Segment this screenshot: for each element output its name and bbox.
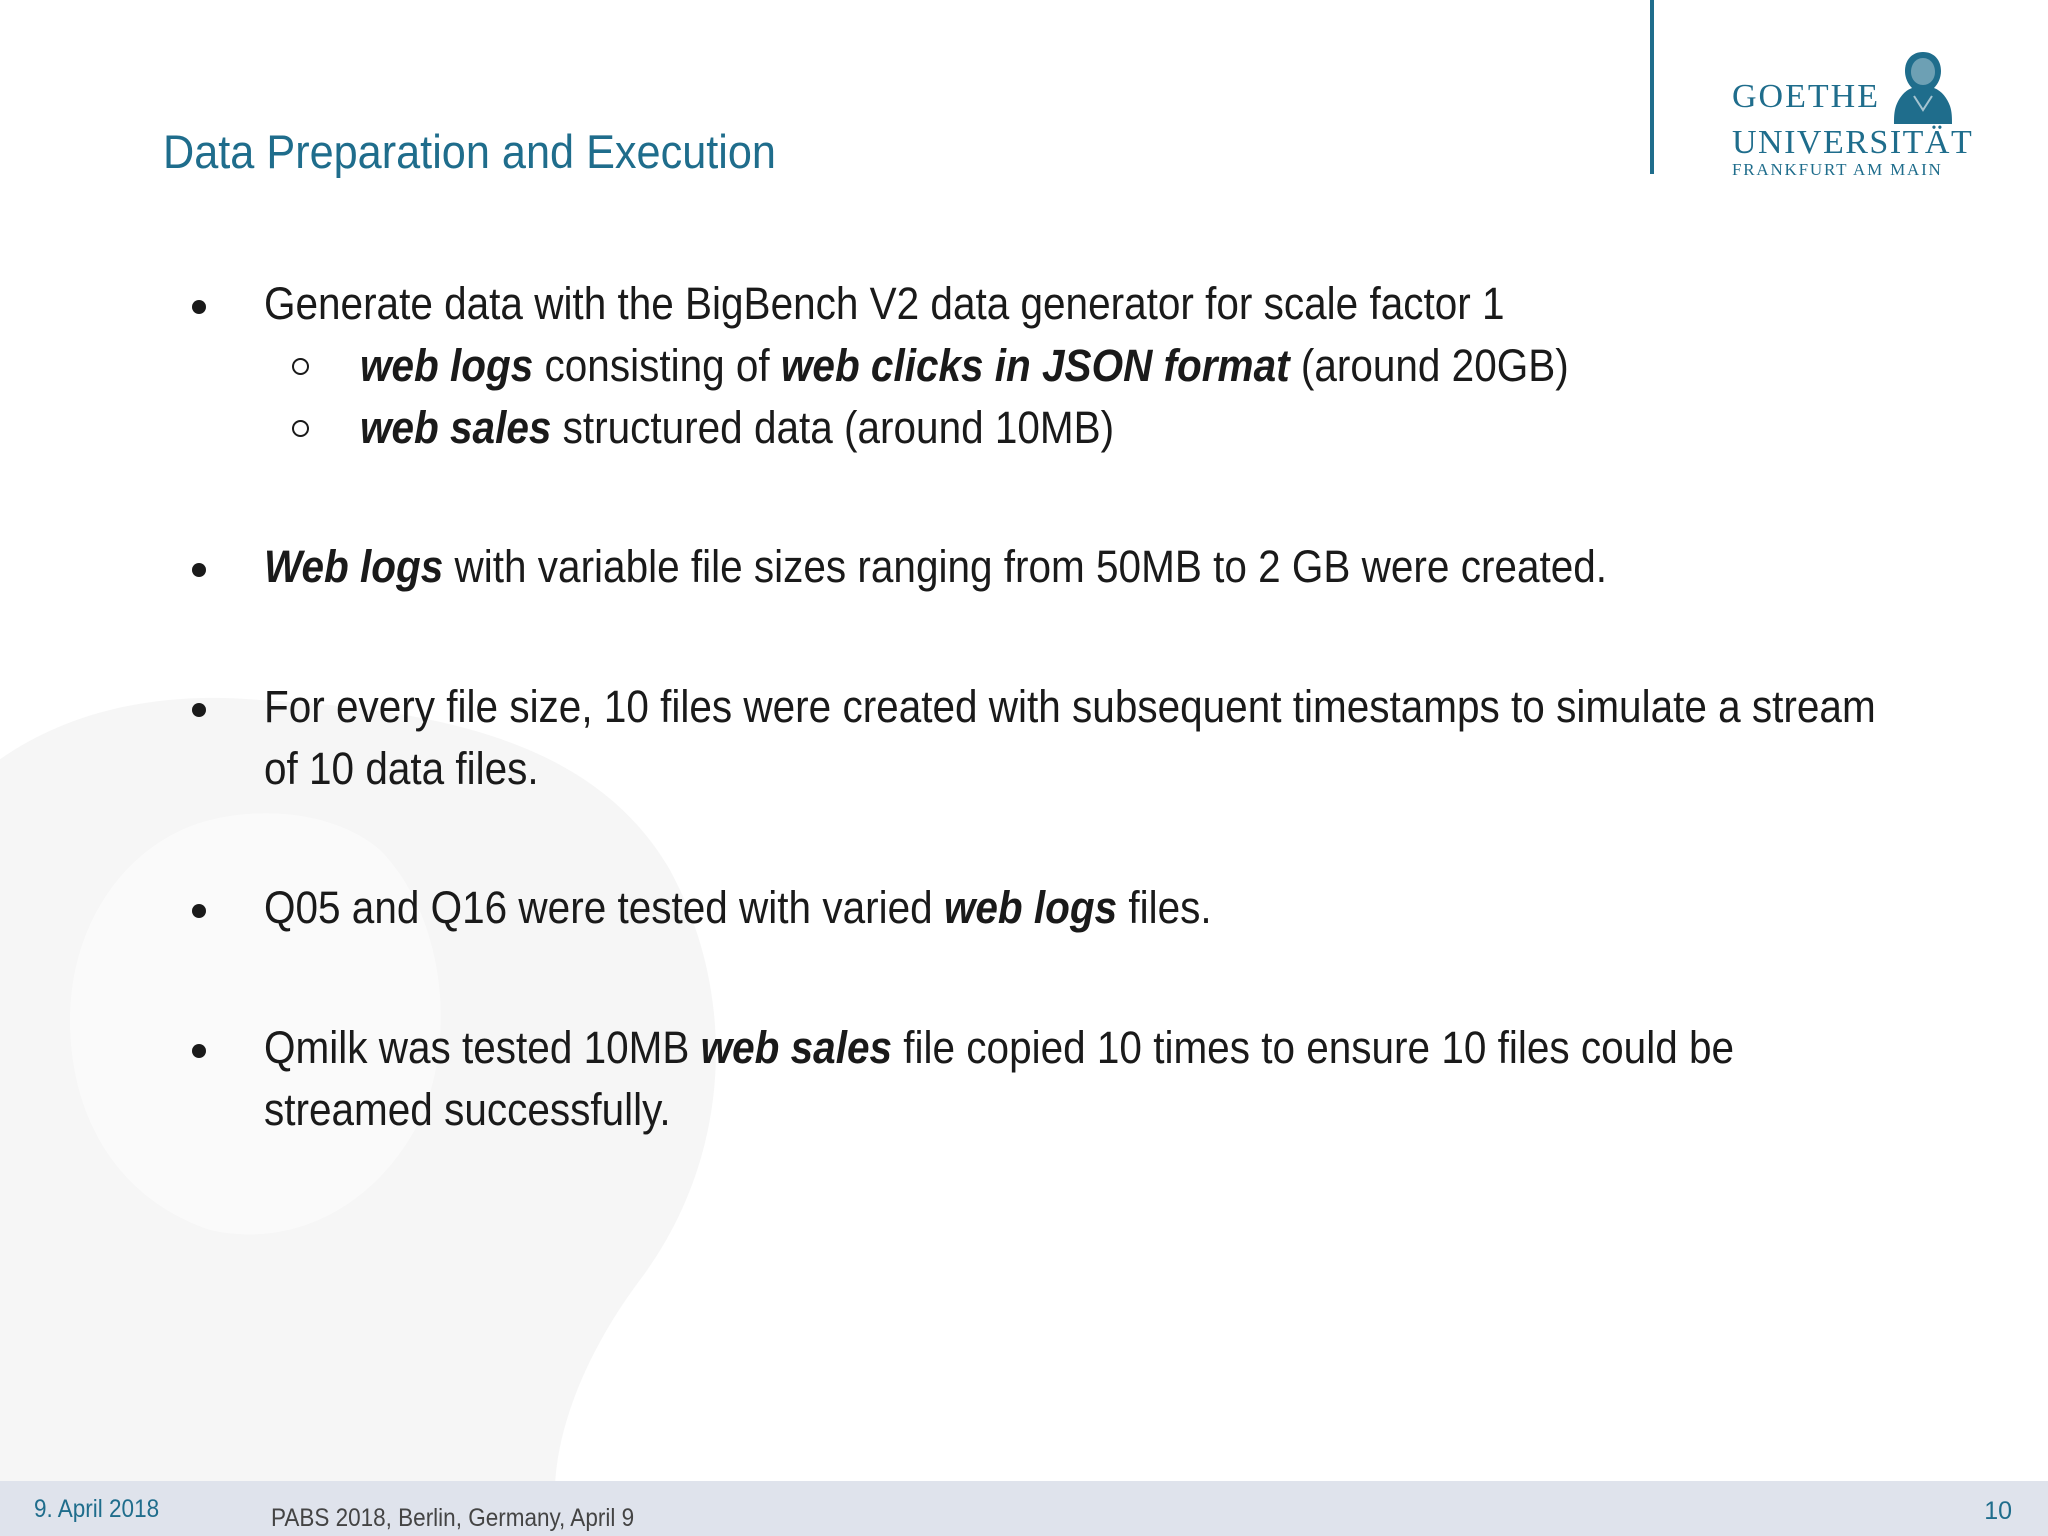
emphasis-text: Web logs <box>264 541 444 592</box>
bullet-text: Generate data with the BigBench V2 data generator for scale factor 1 <box>264 278 1505 329</box>
page-title: Data Preparation and Execution <box>163 125 776 178</box>
sub-bullet-text <box>360 398 1114 458</box>
sub-bullet-circle-icon <box>292 358 309 375</box>
plain-text: consisting of <box>533 340 781 391</box>
logo-universitat-text: UNIVERSITÄT <box>1732 124 1974 161</box>
plain-text: with variable file sizes ranging from 50MB to 2 GB were created. <box>443 541 1608 592</box>
university-logo <box>1730 50 1974 180</box>
bullet-text <box>264 878 1212 938</box>
emphasis-text: web logs <box>943 882 1118 933</box>
bullet-dot-icon <box>192 703 206 717</box>
bullet-dot-icon <box>192 1044 206 1058</box>
goethe-portrait-icon <box>1890 50 1956 124</box>
bullet-dot-icon <box>192 300 206 314</box>
plain-text: (around 20GB) <box>1289 340 1569 391</box>
logo-frankfurt-text: FRANKFURT AM MAIN <box>1732 160 1943 179</box>
bullet-dot-icon <box>192 563 206 577</box>
bullet-text <box>264 537 1607 597</box>
page-number: 10 <box>1984 1497 2012 1525</box>
sub-bullet-text <box>360 336 1569 396</box>
sub-bullet-circle-icon <box>292 420 309 437</box>
bullet-text-line-2: streamed successfully. <box>264 1084 671 1135</box>
emphasis-text: web clicks in JSON format <box>780 340 1290 391</box>
plain-text: file copied 10 times to ensure 10 files could be <box>892 1022 1735 1073</box>
bullet-dot-icon <box>192 904 206 918</box>
emphasis-text: web sales <box>360 402 552 453</box>
logo-goethe-text: GOETHE <box>1732 78 1880 115</box>
footer-conference: PABS 2018, Berlin, Germany, April 9 <box>271 1504 635 1532</box>
bullet-text-line-1: For every file size, 10 files were created with subsequent timestamps to simulate a stream <box>264 681 1876 732</box>
plain-text: Q05 and Q16 were tested with varied <box>264 882 944 933</box>
plain-text: files. <box>1117 882 1212 933</box>
plain-text: structured data (around 10MB) <box>551 402 1115 453</box>
emphasis-text: web sales <box>700 1022 893 1073</box>
bullet-text-line-2: of 10 data files. <box>264 743 539 794</box>
footer-date: 9. April 2018 <box>34 1495 160 1523</box>
logo-divider <box>1650 0 1654 174</box>
emphasis-text: web logs <box>360 340 534 391</box>
bullet-text-line-1 <box>264 1018 1734 1078</box>
plain-text: Qmilk was tested 10MB <box>264 1022 701 1073</box>
footer-bar <box>0 1481 2048 1536</box>
